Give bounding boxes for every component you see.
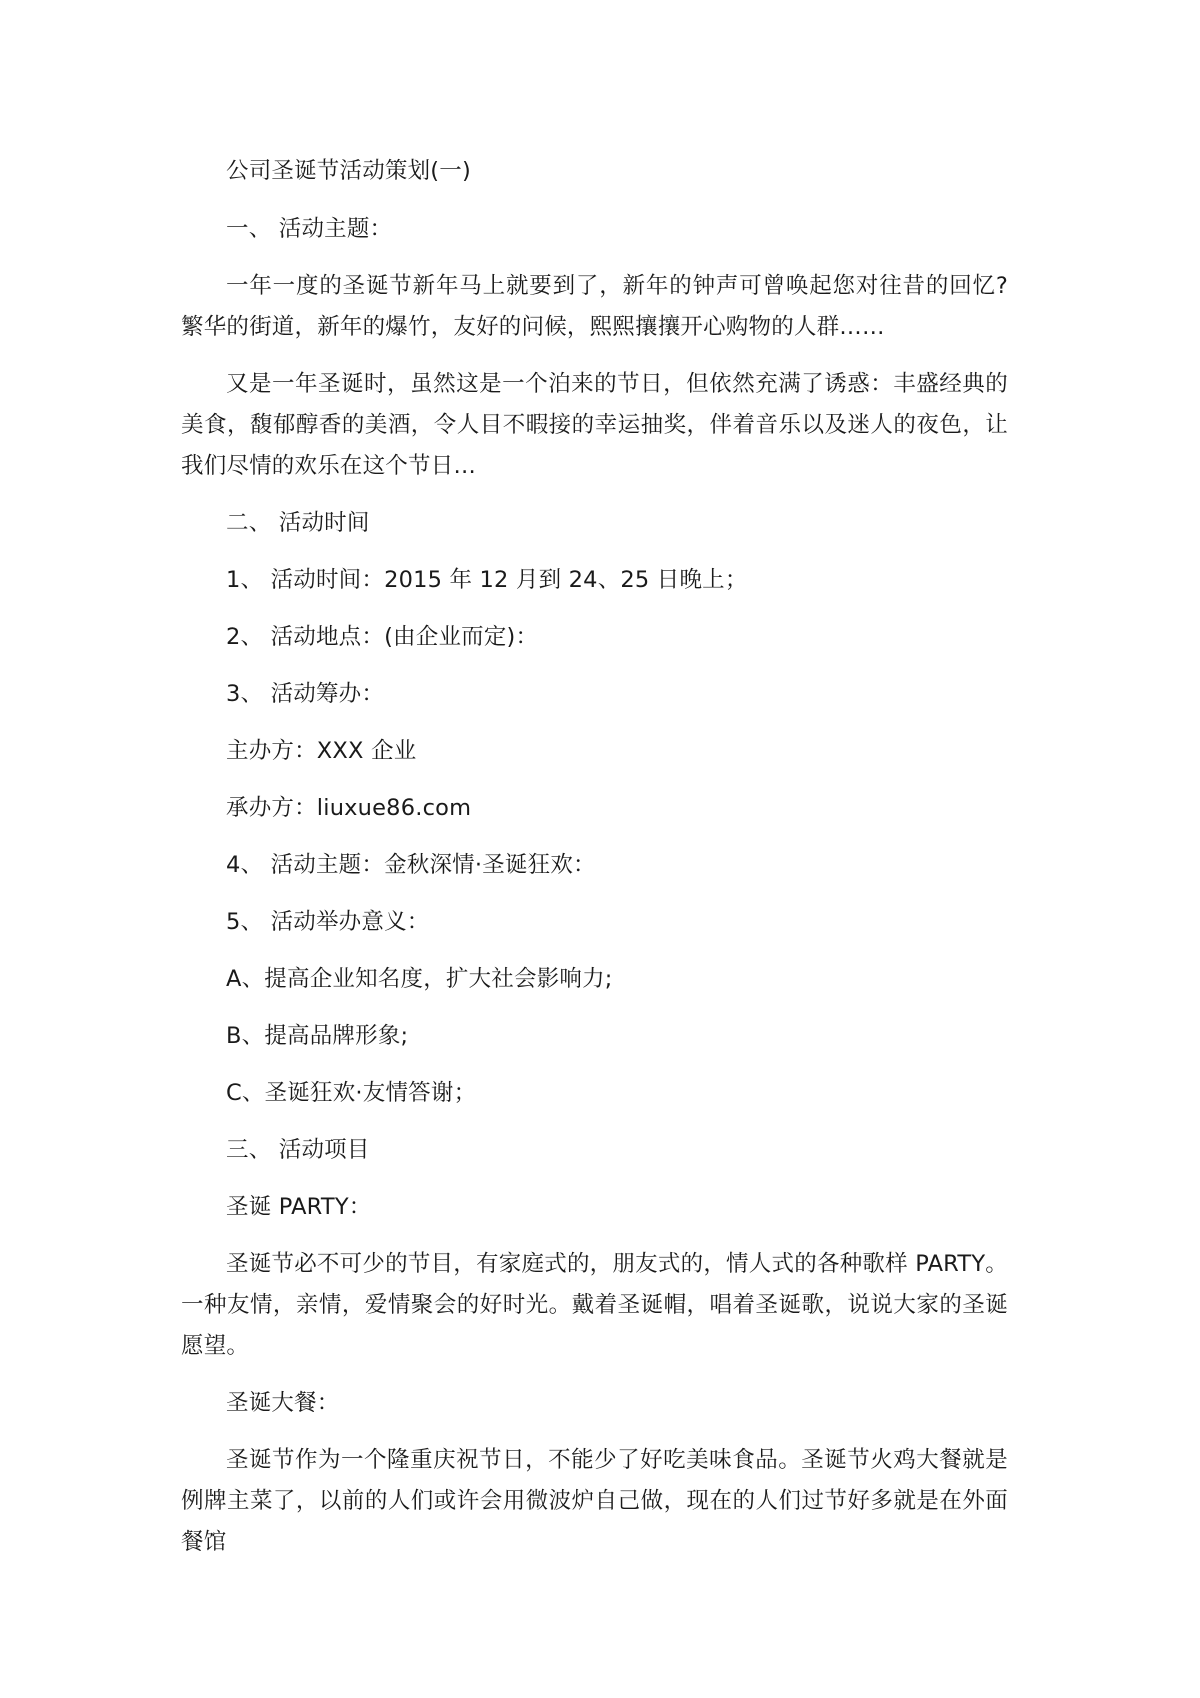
- paragraph-intro: 一年一度的圣诞节新年马上就要到了，新年的钟声可曾唤起您对往昔的回忆?繁华的街道，新年的爆竹，友好的问候，熙熙攘攘开心购物的人群……: [181, 273, 1008, 340]
- list-item-organizers: 3、 活动筹办：: [226, 681, 385, 707]
- significance-a: A、提高企业知名度，扩大社会影响力;: [226, 966, 613, 992]
- paragraph-dinner: 圣诞节作为一个隆重庆祝节日，不能少了好吃美味食品。圣诞节火鸡大餐就是例牌主菜了，以前的人们或许会用微波炉自己做，现在的人们过节好多就是在外面餐馆: [181, 1447, 1008, 1555]
- section-heading-projects: 三、 活动项目: [226, 1137, 370, 1163]
- section-heading-theme: 一、 活动主题：: [226, 216, 393, 242]
- list-item-time: 1、 活动时间：2015 年 12 月到 24、25 日晚上；: [226, 567, 748, 593]
- list-item-significance: 5、 活动举办意义：: [226, 909, 430, 935]
- document-title: 公司圣诞节活动策划(一): [226, 158, 471, 184]
- list-item-theme: 4、 活动主题：金秋深情·圣诞狂欢：: [226, 852, 596, 878]
- subheading-party: 圣诞 PARTY：: [226, 1194, 372, 1220]
- paragraph-party: 圣诞节必不可少的节目，有家庭式的，朋友式的，情人式的各种歌样 PARTY。一种友情，亲情，爱情聚会的好时光。戴着圣诞帽，唱着圣诞歌，说说大家的圣诞愿望。: [181, 1251, 1008, 1359]
- list-item-location: 2、 活动地点：(由企业而定)：: [226, 624, 539, 650]
- section-heading-time: 二、 活动时间: [226, 510, 370, 536]
- paragraph-christmas: 又是一年圣诞时，虽然这是一个泊来的节日，但依然充满了诱惑：丰盛经典的美食，馥郁醇香的美酒，令人目不暇接的幸运抽奖，伴着音乐以及迷人的夜色，让我们尽情的欢乐在这个节日…: [181, 371, 1008, 479]
- organizer-host: 主办方：XXX 企业: [226, 738, 417, 764]
- significance-c: C、圣诞狂欢·友情答谢；: [226, 1080, 477, 1106]
- subheading-dinner: 圣诞大餐：: [226, 1390, 340, 1416]
- organizer-undertaker: 承办方：liuxue86.com: [226, 795, 472, 821]
- significance-b: B、提高品牌形象;: [226, 1023, 409, 1049]
